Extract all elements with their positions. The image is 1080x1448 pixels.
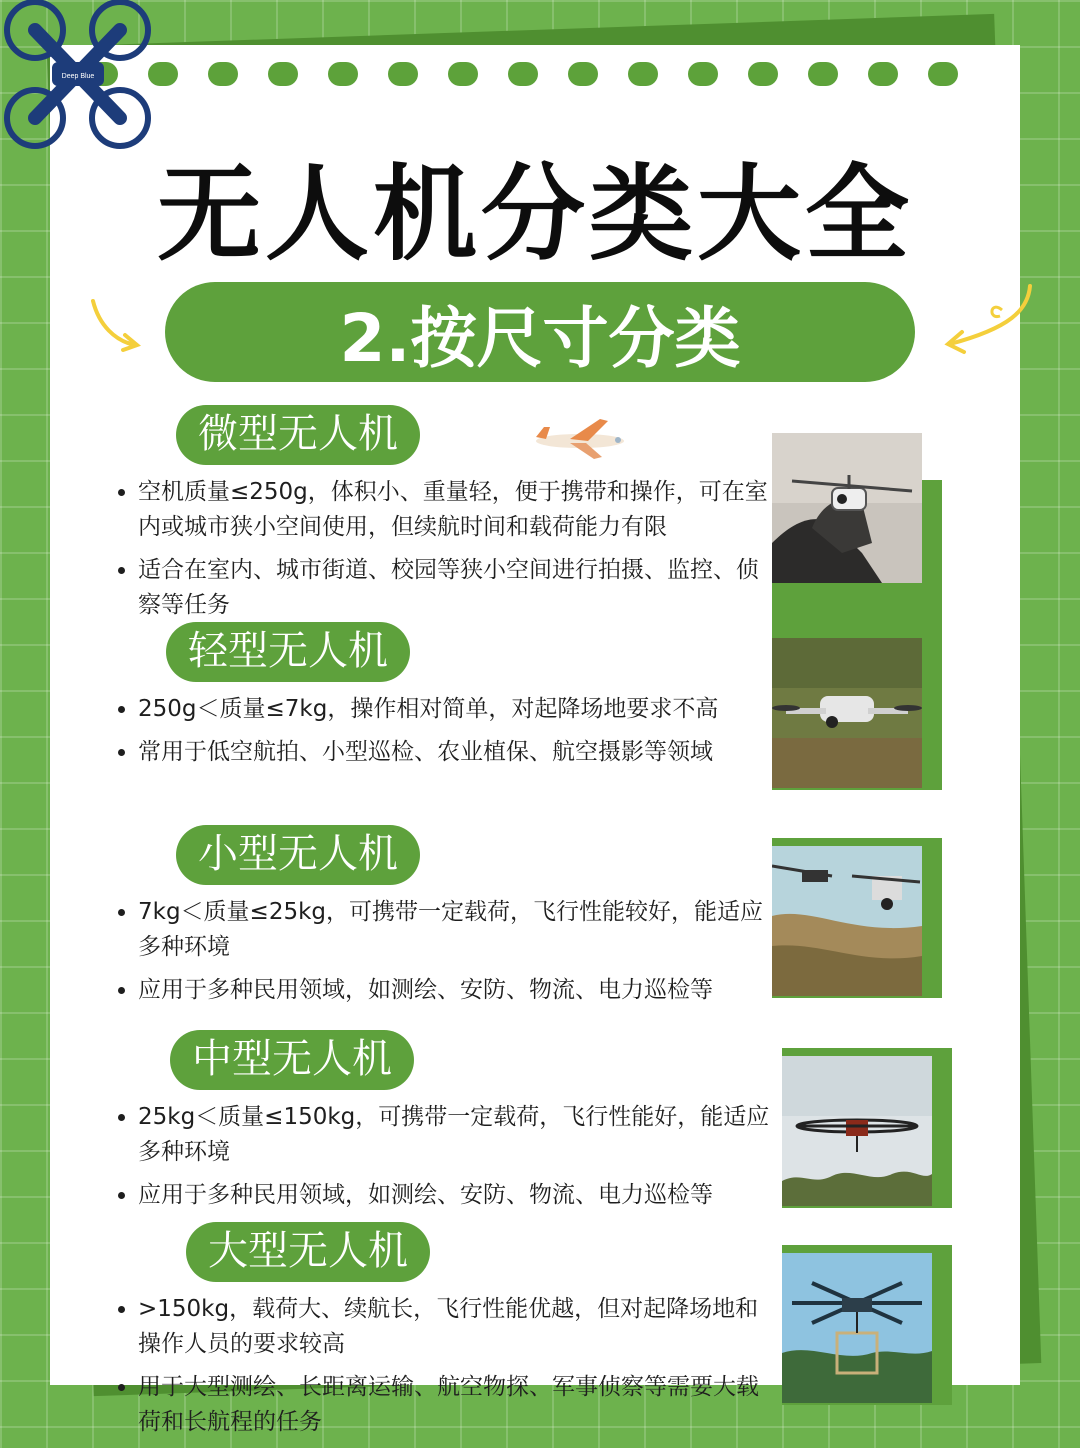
binder-dot [928, 62, 958, 86]
binder-dot [388, 62, 418, 86]
binder-dot [448, 62, 478, 86]
page-title: 无人机分类大全 [156, 153, 913, 275]
list-item: • 用于大型测绘、长距离运输、航空物探、军事侦察等需要大载荷和长航程的任务 [138, 1370, 773, 1440]
section-heading: 小型无人机 [176, 825, 420, 885]
binder-dot [628, 62, 658, 86]
binder-dot [208, 62, 238, 86]
list-item: • 常用于低空航拍、小型巡检、农业植保、航空摄影等领域 [138, 735, 773, 770]
section-large [108, 1222, 773, 1448]
list-item: • 7kg＜质量≤25kg，可携带一定载荷，飞行性能较好，能适应多种环境 [138, 895, 773, 965]
section-micro [108, 405, 773, 631]
section-heading: 轻型无人机 [166, 622, 410, 682]
bullet-list [108, 692, 773, 770]
small-drone-photo [772, 838, 942, 998]
section-small [108, 825, 773, 1016]
list-item: • 25kg＜质量≤150kg，可携带一定载荷，飞行性能好，能适应多种环境 [138, 1100, 773, 1170]
large-drone-photo [782, 1245, 952, 1405]
section-heading: 大型无人机 [186, 1222, 430, 1282]
section-heading: 中型无人机 [170, 1030, 414, 1090]
left-arrow-icon [85, 295, 145, 355]
list-item: • 空机质量≤250g，体积小、重量轻，便于携带和操作，可在室内或城市狭小空间使用，但续航时间和载荷能力有限 [138, 475, 773, 545]
list-item: • 应用于多种民用领域，如测绘、安防、物流、电力巡检等 [138, 973, 773, 1008]
list-item: • 适合在室内、城市街道、校园等狭小空间进行拍摄、监控、侦察等任务 [138, 553, 773, 623]
binder-dot [868, 62, 898, 86]
light-drone-photo [772, 630, 942, 790]
micro-drone-photo [772, 425, 942, 585]
binder-dots [88, 62, 998, 86]
right-arrow-icon [940, 280, 1040, 360]
binder-dot [808, 62, 838, 86]
binder-dot [328, 62, 358, 86]
section-light [108, 622, 773, 778]
binder-dot [748, 62, 778, 86]
list-item: • 应用于多种民用领域，如测绘、安防、物流、电力巡检等 [138, 1178, 773, 1213]
bullet-list [108, 895, 773, 1008]
binder-dot [508, 62, 538, 86]
drone-logo-icon [0, 0, 160, 150]
binder-dot [688, 62, 718, 86]
medium-drone-photo [782, 1048, 952, 1208]
bullet-list [108, 1292, 773, 1440]
bullet-list [108, 1100, 773, 1213]
binder-dot [568, 62, 598, 86]
list-item: • >150kg，载荷大、续航长，飞行性能优越，但对起降场地和操作人员的要求较高 [138, 1292, 773, 1362]
logo-text: Deep Blue [61, 73, 95, 80]
list-item: • 250g＜质量≤7kg，操作相对简单，对起降场地要求不高 [138, 692, 773, 727]
binder-dot [268, 62, 298, 86]
bullet-list [108, 475, 773, 623]
subtitle-pill: 2.按尺寸分类 [165, 282, 915, 382]
section-medium [108, 1030, 773, 1221]
section-heading: 微型无人机 [176, 405, 420, 465]
